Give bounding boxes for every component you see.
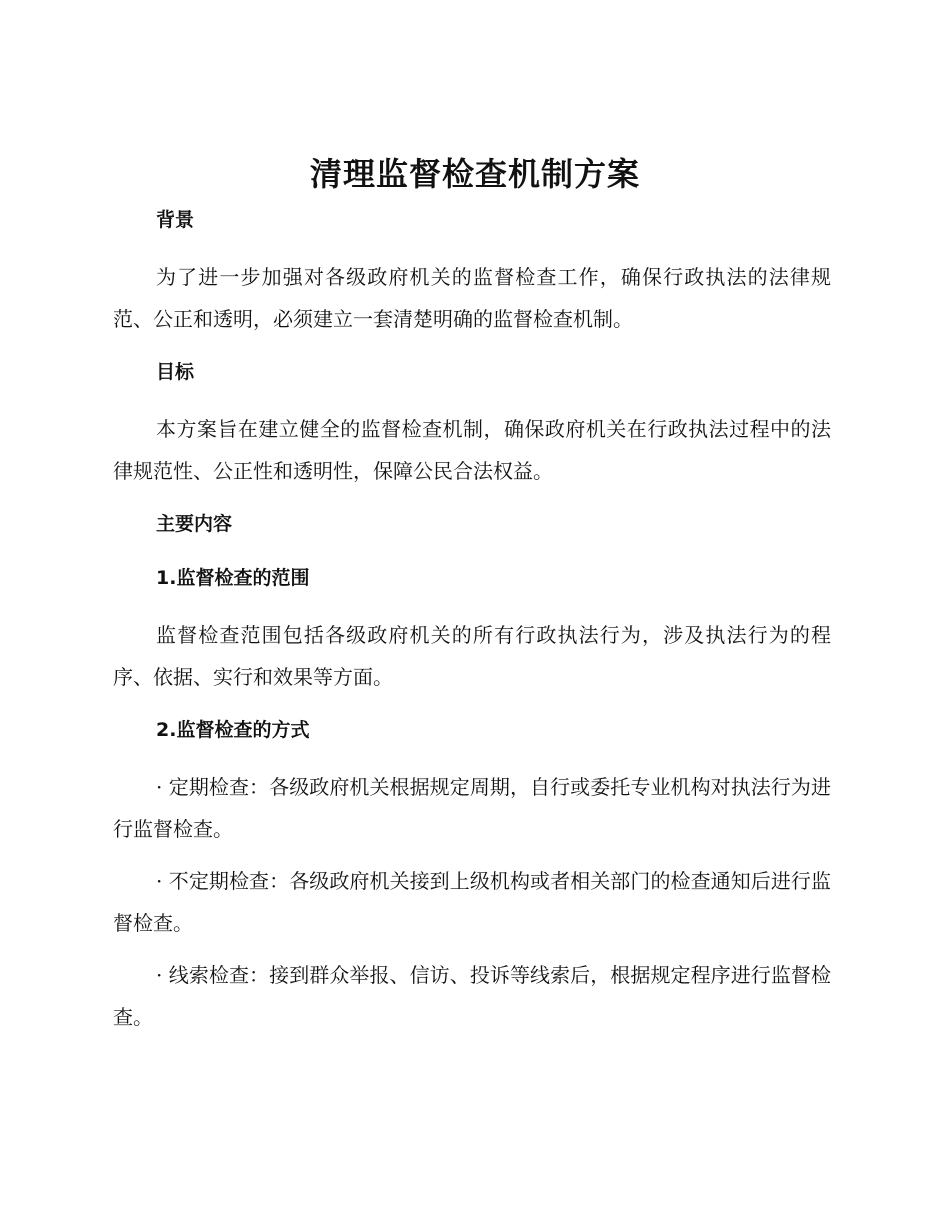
background-paragraph: 为了进一步加强对各级政府机关的监督检查工作，确保行政执法的法律规范、公正和透明，必须建立一套清楚明确的监督检查机制。 — [113, 265, 831, 331]
section-heading-main-content: 主要内容 — [156, 513, 233, 535]
subsection-heading-methods: 2.监督检查的方式 — [156, 719, 310, 741]
scope-paragraph: 监督检查范围包括各级政府机关的所有行政执法行为，涉及执法行为的程序、依据、实行和效果等方面。 — [113, 623, 831, 689]
subsection-heading-scope: 1.监督检查的范围 — [156, 567, 310, 589]
goal-paragraph: 本方案旨在建立健全的监督检查机制，确保政府机关在行政执法过程中的法律规范性、公正性和透明性，保障公民合法权益。 — [113, 417, 831, 483]
method-bullet-periodic: · 定期检查：各级政府机关根据规定周期，自行或委托专业机构对执法行为进行监督检查。 — [113, 775, 831, 841]
document-title: 清理监督检查机制方案 — [309, 155, 640, 193]
method-bullet-irregular: · 不定期检查：各级政府机关接到上级机构或者相关部门的检查通知后进行监督检查。 — [113, 869, 831, 935]
section-heading-goal: 目标 — [156, 361, 195, 383]
document-body — [113, 202, 831, 1048]
section-heading-background: 背景 — [156, 209, 195, 231]
method-bullet-clue: · 线索检查：接到群众举报、信访、投诉等线索后，根据规定程序进行监督检查。 — [113, 963, 831, 1029]
